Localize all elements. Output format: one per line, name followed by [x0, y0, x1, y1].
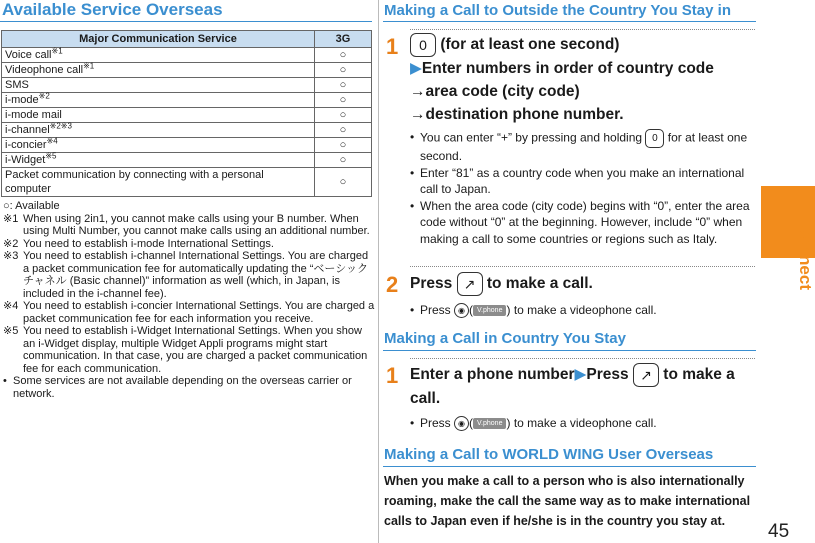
zero-key-icon: 0	[645, 129, 664, 148]
step2-number: 2	[386, 272, 399, 297]
services-bullet: • Some services are not available depending on the overseas carrier or network.	[3, 375, 352, 400]
vphone-badge: V.phone	[473, 418, 506, 429]
table-row	[2, 153, 372, 168]
table-header-3g: 3G	[315, 31, 372, 48]
step1-text: 0 (for at least one second) ▶Enter numbers in order of country code →area code (city code) →destination phone number.	[410, 33, 760, 126]
vphone-badge: V.phone	[473, 305, 506, 316]
step1-bullet-1: • You can enter “+” by pressing and holding 0 for at least one second.	[410, 130, 748, 163]
service-name: Packet communication by connecting with a personal computer	[2, 168, 315, 197]
arrow-icon: →	[410, 83, 426, 100]
footnote: ※2 You need to establish i-mode International Settings.	[3, 237, 274, 250]
step1-bullet-2: • Enter “81” as a country code when you make an international call to Japan.	[410, 165, 745, 196]
column-divider	[378, 0, 379, 543]
section3-text: When you make a call to a person who is also internationally roaming, make the call the same way as to make international calls to Japan even if he/she is in the country you stay at.	[384, 474, 751, 528]
section1-rule	[383, 21, 756, 22]
s2-step1-number: 1	[386, 363, 399, 388]
side-tab-label: Connect	[796, 222, 815, 290]
table-row	[2, 108, 372, 123]
footnote: ※5 You need to establish i-Widget International Settings. When you show an i-Widget display, multiple Widget Appli programs might start communication. In that case, you are charged a packet communication fee for each communication.	[3, 325, 368, 375]
section2-rule	[383, 350, 756, 351]
step1-bullets	[410, 129, 750, 247]
service-name: i-channel$^{※2※3}$	[2, 123, 315, 138]
left-heading: Available Service Overseas	[2, 0, 223, 19]
availability-mark: ○	[315, 168, 372, 197]
footnote: ※4 You need to establish i-concier International Settings. You are charged a packet communication fee for each information you receive.	[3, 300, 375, 325]
service-name: i-mode$^{※2}$	[2, 93, 315, 108]
camera-key-icon: ◉	[454, 416, 469, 431]
table-header-service: Major Communication Service	[2, 31, 315, 48]
footnote: ※1 When using 2in1, you cannot make calls using your B number. When using Multi Number, you cannot make calls using an additional number.	[3, 212, 370, 237]
service-name: i-concier$^{※4}$	[2, 138, 315, 153]
availability-mark: ○	[315, 123, 372, 138]
table-row	[2, 93, 372, 108]
arrow-icon: →	[410, 106, 426, 123]
dotted-divider	[410, 29, 755, 30]
availability-mark: ○	[315, 48, 372, 63]
table-header-row	[2, 31, 372, 48]
availability-mark: ○	[315, 93, 372, 108]
dotted-divider	[410, 358, 755, 359]
zero-key-icon: 0	[410, 33, 436, 57]
service-name: SMS	[2, 78, 315, 93]
arrow-right-icon: ▶	[410, 60, 422, 77]
footnote: ※3 You need to establish i-channel International Settings. You are charged a packet communication fee for automatically updating the “ベーシックチャネル (Basic channel)” information as well (which, in Japan, is included in the i-channel fee).	[3, 250, 369, 300]
table-row	[2, 123, 372, 138]
page-number: 45	[768, 521, 790, 542]
s2-step1-text: Enter a phone number▶Press ↗ to make a call.	[410, 363, 750, 410]
service-table	[1, 30, 372, 197]
section3-heading: Making a Call to WORLD WING User Overseas	[384, 446, 714, 463]
table-row	[2, 78, 372, 93]
service-name: Voice call$^{※1}$	[2, 48, 315, 63]
availability-mark: ○	[315, 108, 372, 123]
step1-number: 1	[386, 34, 399, 59]
table-row	[2, 168, 372, 197]
availability-mark: ○	[315, 63, 372, 78]
table-row	[2, 48, 372, 63]
left-heading-rule	[0, 21, 372, 22]
step1-bullet-3: • When the area code (city code) begins with “0”, enter the area code without “0” at the beginning. However, include “0” when making a call to some countries or regions such as Italy.	[410, 198, 750, 246]
step2-text: Press ↗ to make a call.	[410, 272, 593, 296]
section3-rule	[383, 466, 756, 467]
call-key-icon: ↗	[457, 272, 483, 296]
s2-step1-bullet: • Press ◉ ( V.phone ) to make a videophone call.	[410, 416, 657, 430]
availability-mark: ○	[315, 138, 372, 153]
table-row	[2, 138, 372, 153]
section2-heading: Making a Call in Country You Stay	[384, 330, 626, 347]
service-name: i-Widget$^{※5}$	[2, 153, 315, 168]
arrow-right-icon: ▶	[574, 366, 587, 384]
legend: ○: Available	[3, 200, 60, 212]
dotted-divider	[410, 266, 755, 267]
availability-mark: ○	[315, 153, 372, 168]
call-key-icon: ↗	[633, 363, 659, 387]
table-row	[2, 63, 372, 78]
service-name: Videophone call$^{※1}$	[2, 63, 315, 78]
notes-block	[3, 200, 375, 400]
camera-key-icon: ◉	[454, 303, 469, 318]
service-name: i-mode mail	[2, 108, 315, 123]
section1-heading: Making a Call to Outside the Country You Stay in	[384, 2, 731, 19]
availability-mark: ○	[315, 78, 372, 93]
step2-bullet: • Press ◉ ( V.phone ) to make a videophone call.	[410, 303, 657, 317]
